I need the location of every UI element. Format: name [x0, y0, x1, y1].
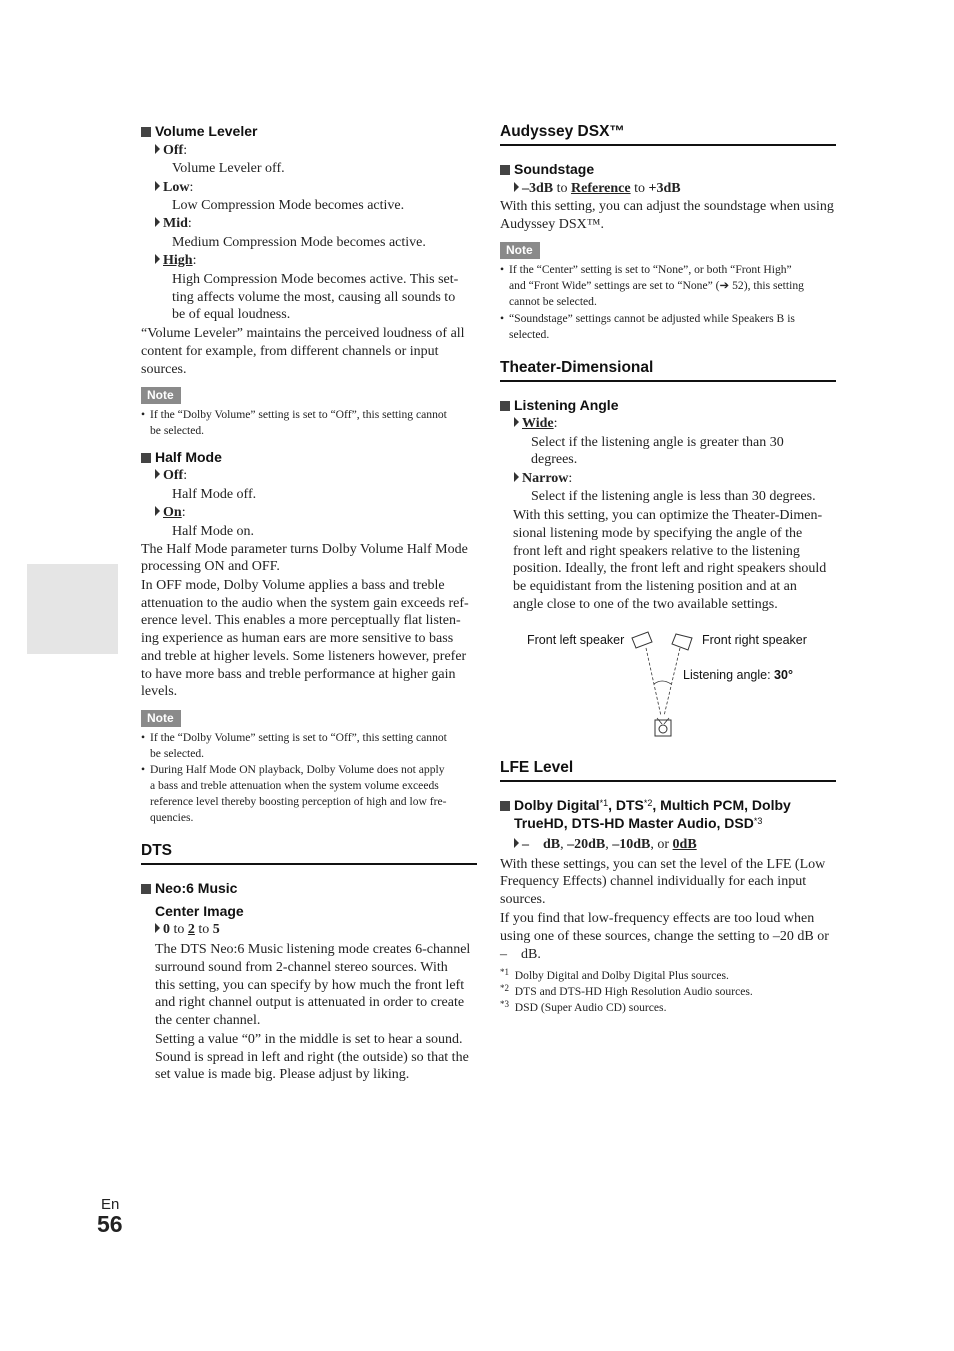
listening-angle-heading: Listening Angle	[500, 397, 618, 413]
paragraph-line: – dB.	[500, 947, 541, 962]
option-off: Off:	[155, 143, 187, 159]
paragraph-line: sources.	[500, 892, 546, 907]
triangle-right-icon	[155, 923, 160, 933]
triangle-right-icon	[514, 182, 519, 192]
section-rule	[500, 144, 836, 146]
option-narrow: Narrow:	[514, 471, 572, 487]
center-image-subheading: Center Image	[155, 903, 244, 919]
paragraph-line: using one of these sources, change the setting to –20 dB or	[500, 929, 829, 944]
dts-title: DTS	[141, 842, 172, 859]
option-desc: Volume Leveler off.	[172, 161, 285, 176]
option-desc: High Compression Mode becomes active. This set-	[172, 272, 459, 287]
footnote: $^{*1}$ Dolby Digital and Dolby Digital Plus sources.	[500, 967, 729, 982]
left-speaker-icon	[632, 632, 652, 648]
section-rule	[500, 780, 836, 782]
paragraph-line: In OFF mode, Dolby Volume applies a bass and treble	[141, 578, 445, 593]
soundstage-range: –3dB to Reference to +3dB	[514, 181, 681, 197]
listening-angle-diagram	[626, 628, 696, 740]
triangle-right-icon	[155, 469, 160, 479]
square-bullet-icon	[141, 127, 151, 137]
paragraph-line: ing experience as human ears are more sensitive to bass	[141, 631, 454, 646]
option-on: On:	[155, 505, 186, 521]
paragraph-line: surround sound from 2-channel stereo sources. With	[155, 960, 448, 975]
option-desc: Select if the listening angle is less than 30 degrees.	[531, 489, 816, 504]
paragraph-line: position. Ideally, the front left and right speakers should	[513, 561, 827, 576]
paragraph-line: and right channel output is attenuated in order to create	[155, 995, 465, 1010]
option-desc: Medium Compression Mode becomes active.	[172, 235, 426, 250]
square-bullet-icon	[500, 801, 510, 811]
front-left-speaker-label: Front left speaker	[527, 633, 625, 647]
footnote: $^{*2}$ DTS and DTS-HD High Resolution Audio sources.	[500, 983, 753, 998]
option-desc: degrees.	[531, 452, 578, 467]
note-item: • If the “Center” setting is set to “None”, or both “Front High” and “Front Wide” settings are set to “None” (➔ 52), this setting cannot be selected.	[500, 263, 804, 308]
note-badge: Note	[141, 387, 181, 404]
triangle-right-icon	[514, 838, 519, 848]
triangle-right-icon	[514, 472, 519, 482]
triangle-right-icon	[155, 506, 160, 516]
note-item: • “Soundstage” settings cannot be adjusted while Speakers B is selected.	[500, 312, 795, 341]
paragraph-line: set value is made big. Please adjust by liking.	[155, 1067, 410, 1082]
chapter-tab	[27, 564, 118, 654]
paragraph-line: With this setting, you can optimize the Theater-Dimen-	[513, 508, 823, 523]
paragraph-line: processing ON and OFF.	[141, 559, 280, 574]
center-image-range: 0 to 2 to 5	[155, 922, 220, 938]
option-low: Low:	[155, 180, 193, 196]
paragraph-line: With these settings, you can set the level of the LFE (Low	[500, 857, 826, 872]
triangle-right-icon	[155, 144, 160, 154]
paragraph-line: this setting, you can specify by how much the front left	[155, 978, 465, 993]
section-rule	[141, 863, 477, 865]
paragraph-line: sional listening mode by specifying the angle of the	[513, 526, 803, 541]
option-high: High:	[155, 253, 196, 269]
paragraph-line: The Half Mode parameter turns Dolby Volume Half Mode	[141, 542, 468, 557]
paragraph-line: “Volume Leveler” maintains the perceived loudness of all	[141, 326, 465, 341]
half-mode-heading: Half Mode	[141, 449, 222, 465]
footnote: $^{*3}$ DSD (Super Audio CD) sources.	[500, 999, 667, 1014]
option-desc: Half Mode on.	[172, 524, 255, 539]
paragraph-line: angle close to one of the two available settings.	[513, 597, 778, 612]
option-wide: Wide:	[514, 416, 558, 432]
note-item: • During Half Mode ON playback, Dolby Volume does not apply a bass and treble attenuation when the system volume exceeds reference level thereby boosting perception of high and low fre- quencies.	[141, 763, 447, 824]
triangle-right-icon	[514, 417, 519, 427]
note-item: • If the “Dolby Volume” setting is set to “Off”, this setting cannot be selected.	[141, 731, 447, 760]
paragraph-line: Setting a value “0” in the middle is set to hear a sound.	[155, 1032, 463, 1047]
option-desc: Select if the listening angle is greater than 30	[531, 435, 784, 450]
option-desc: Low Compression Mode becomes active.	[172, 198, 405, 213]
paragraph-line: be equidistant from the listening position and at an	[513, 579, 797, 594]
theater-title: Theater-Dimensional	[500, 359, 654, 376]
right-speaker-icon	[672, 634, 692, 650]
square-bullet-icon	[141, 884, 151, 894]
paragraph-line: With this setting, you can adjust the soundstage when using	[500, 199, 834, 214]
neo6-heading: Neo:6 Music	[141, 880, 237, 896]
paragraph-line: If you find that low-frequency effects are too loud when	[500, 911, 815, 926]
paragraph-line: Frequency Effects) channel individually for each input	[500, 874, 807, 889]
option-mid: Mid:	[155, 216, 192, 232]
option-desc: Half Mode off.	[172, 487, 257, 502]
note-badge: Note	[500, 242, 540, 259]
paragraph-line: and treble at higher levels. Some listeners however, prefer	[141, 649, 467, 664]
triangle-right-icon	[155, 217, 160, 227]
lfe-title: LFE Level	[500, 759, 574, 776]
square-bullet-icon	[141, 453, 151, 463]
page-language: En	[101, 1196, 120, 1213]
section-rule	[500, 380, 836, 382]
option-desc: ting affects volume the most, causing all sounds to	[172, 290, 456, 305]
note-item: • If the “Dolby Volume” setting is set to “Off”, this setting cannot be selected.	[141, 408, 447, 437]
paragraph-line: to have more bass and treble performance at higher gain	[141, 667, 456, 682]
listener-icon	[655, 718, 671, 736]
option-off: Off:	[155, 468, 187, 484]
volume-leveler-heading: Volume Leveler	[141, 123, 257, 139]
triangle-right-icon	[155, 254, 160, 264]
paragraph-line: levels.	[141, 684, 178, 699]
paragraph-line: front left and right speakers relative to the listening	[513, 544, 800, 559]
lfe-heading-line2: TrueHD, DTS-HD Master Audio, DSD$^{*3}$	[514, 815, 763, 831]
option-desc: be of equal loudness.	[172, 307, 291, 322]
paragraph-line: The DTS Neo:6 Music listening mode creates 6-channel	[155, 942, 471, 957]
paragraph-line: Sound is spread in left and right (the outside) so that the	[155, 1050, 469, 1065]
paragraph-line: the center channel.	[155, 1013, 261, 1028]
triangle-right-icon	[155, 181, 160, 191]
lfe-range: – dB, –20dB, –10dB, or 0dB	[514, 837, 697, 853]
listening-angle-label: Listening angle: 30°	[683, 668, 793, 682]
square-bullet-icon	[500, 401, 510, 411]
front-right-speaker-label: Front right speaker	[702, 633, 807, 647]
paragraph-line: Audyssey DSX™.	[500, 217, 604, 232]
page-number: 56	[97, 1211, 123, 1237]
soundstage-heading: Soundstage	[500, 161, 594, 177]
paragraph-line: erence level. This enables a more perceptually flat listen-	[141, 613, 461, 628]
square-bullet-icon	[500, 165, 510, 175]
lfe-heading: Dolby Digital$^{*1}$, DTS$^{*2}$, Multich PCM, Dolby	[500, 797, 791, 813]
paragraph-line: content for example, from different channels or input	[141, 344, 439, 359]
paragraph-line: sources.	[141, 362, 187, 377]
audyssey-title: Audyssey DSX™	[500, 123, 625, 140]
note-badge: Note	[141, 710, 181, 727]
paragraph-line: attenuation to the audio when the system gain exceeds ref-	[141, 596, 469, 611]
